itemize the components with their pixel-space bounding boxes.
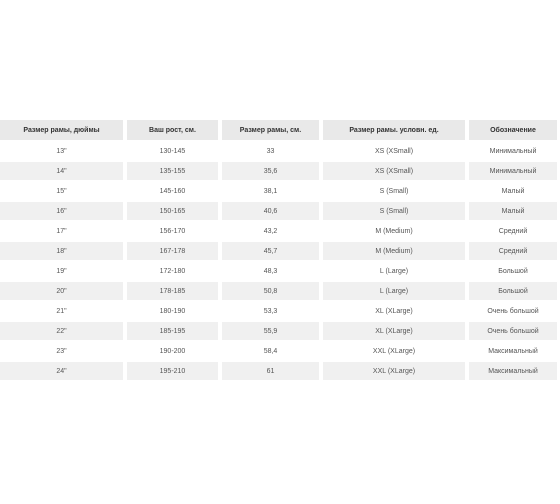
cell-designation: Средний [469,222,557,240]
cell-frame-size-inches: 23" [0,342,123,360]
cell-frame-size-inches: 14" [0,162,123,180]
cell-height-cm: 130-145 [127,142,218,160]
cell-frame-size-conventional: M (Medium) [323,242,465,260]
cell-frame-size-conventional: XXL (XLarge) [323,362,465,380]
cell-frame-size-conventional: S (Small) [323,202,465,220]
cell-height-cm: 167-178 [127,242,218,260]
cell-frame-size-cm: 38,1 [222,182,319,200]
cell-designation: Максимальный [469,362,557,380]
cell-frame-size-cm: 40,6 [222,202,319,220]
cell-frame-size-inches: 20" [0,282,123,300]
cell-height-cm: 145-160 [127,182,218,200]
cell-designation: Минимальный [469,162,557,180]
cell-frame-size-inches: 17" [0,222,123,240]
cell-frame-size-cm: 50,8 [222,282,319,300]
cell-frame-size-conventional: L (Large) [323,262,465,280]
cell-designation: Очень большой [469,322,557,340]
cell-frame-size-inches: 13" [0,142,123,160]
cell-frame-size-cm: 35,6 [222,162,319,180]
cell-frame-size-conventional: XL (XLarge) [323,302,465,320]
cell-frame-size-conventional: S (Small) [323,182,465,200]
cell-frame-size-cm: 61 [222,362,319,380]
cell-frame-size-inches: 18" [0,242,123,260]
cell-frame-size-inches: 21" [0,302,123,320]
column-header-frame-size-inches: Размер рамы, дюймы [0,120,123,140]
cell-designation: Малый [469,182,557,200]
cell-designation: Максимальный [469,342,557,360]
cell-frame-size-conventional: L (Large) [323,282,465,300]
cell-frame-size-conventional: XS (XSmall) [323,142,465,160]
cell-frame-size-conventional: XXL (XLarge) [323,342,465,360]
cell-frame-size-inches: 15" [0,182,123,200]
cell-designation: Очень большой [469,302,557,320]
cell-frame-size-cm: 48,3 [222,262,319,280]
cell-height-cm: 178-185 [127,282,218,300]
column-header-height-cm: Ваш рост, см. [127,120,218,140]
cell-height-cm: 156-170 [127,222,218,240]
column-header-designation: Обозначение [469,120,557,140]
cell-designation: Минимальный [469,142,557,160]
cell-designation: Малый [469,202,557,220]
cell-height-cm: 185-195 [127,322,218,340]
cell-frame-size-inches: 22" [0,322,123,340]
frame-size-table [0,120,560,380]
column-header-frame-size-cm: Размер рамы, см. [222,120,319,140]
cell-height-cm: 180-190 [127,302,218,320]
cell-frame-size-cm: 55,9 [222,322,319,340]
cell-frame-size-conventional: M (Medium) [323,222,465,240]
cell-height-cm: 172-180 [127,262,218,280]
cell-height-cm: 150-165 [127,202,218,220]
cell-height-cm: 190-200 [127,342,218,360]
cell-frame-size-inches: 24" [0,362,123,380]
cell-frame-size-cm: 43,2 [222,222,319,240]
cell-frame-size-inches: 19" [0,262,123,280]
cell-designation: Средний [469,242,557,260]
cell-height-cm: 195-210 [127,362,218,380]
cell-frame-size-conventional: XS (XSmall) [323,162,465,180]
cell-designation: Большой [469,282,557,300]
cell-frame-size-cm: 45,7 [222,242,319,260]
cell-frame-size-conventional: XL (XLarge) [323,322,465,340]
column-header-frame-size-conventional: Размер рамы. условн. ед. [323,120,465,140]
cell-frame-size-cm: 33 [222,142,319,160]
cell-frame-size-cm: 58,4 [222,342,319,360]
cell-height-cm: 135-155 [127,162,218,180]
cell-frame-size-inches: 16" [0,202,123,220]
cell-designation: Большой [469,262,557,280]
cell-frame-size-cm: 53,3 [222,302,319,320]
